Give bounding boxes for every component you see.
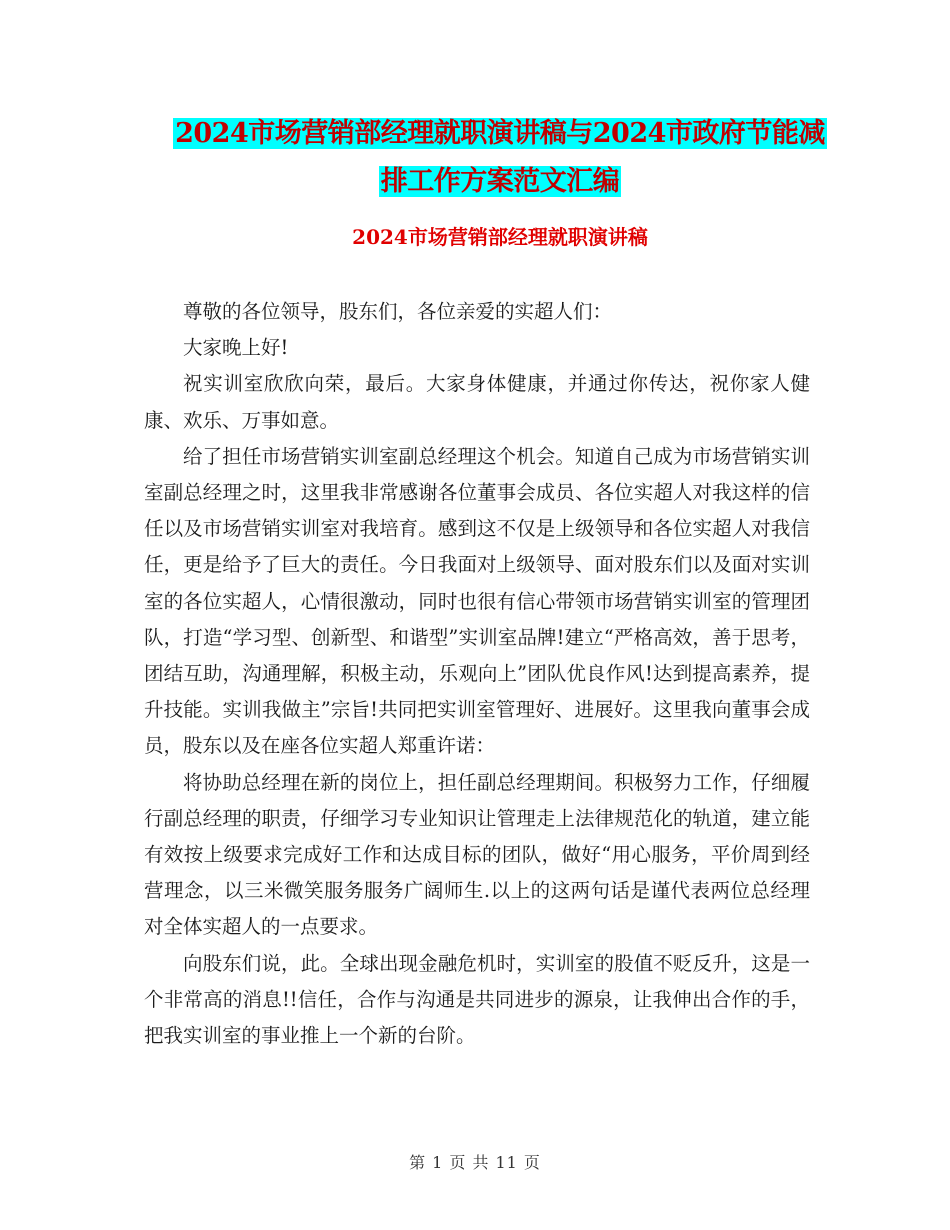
page-mid: 页 共 <box>449 1153 490 1172</box>
paragraph-salutation: 尊敬的各位领导，股东们，各位亲爱的实超人们： <box>183 300 613 323</box>
paragraph: 向股东们说，此。全球出现金融危机时，实训室的股值不贬反升，这是一个非常高的消息!!信任，合作与沟通是共同进步的源泉，让我伸出合作的手，把我实训室的事业推上一个新的台阶。 <box>144 951 810 1048</box>
document-body <box>144 294 810 1054</box>
paragraph: 将协助总经理在新的岗位上，担任副总经理期间。积极努力工作，仔细履行副总经理的职责，仔细学习专业知识让管理走上法律规范化的轨道，建立能有效按上级要求完成好工作和达成目标的团队，做好“用心服务，平价周到经营理念，以三米微笑服务服务广阔师生.以上的这两句话是谨代表两位总经理对全体实超人的一点要求。 <box>144 770 810 939</box>
page-footer <box>0 1150 950 1173</box>
page-suffix: 页 <box>523 1153 541 1172</box>
page-number: 1 <box>432 1153 444 1172</box>
page-total: 11 <box>495 1153 518 1172</box>
document-title-line-1: 2024市场营销部经理就职演讲稿与2024市政府节能减 <box>175 118 825 149</box>
document-title-line-2: 排工作方案范文汇编 <box>380 166 620 197</box>
paragraph: 祝实训室欣欣向荣，最后。大家身体健康，并通过你传达，祝你家人健康、欢乐、万事如意。 <box>144 372 810 432</box>
section-title: 2024市场营销部经理就职演讲稿 <box>352 225 648 249</box>
document-title <box>150 110 850 206</box>
paragraph-greeting: 大家晚上好! <box>183 336 289 360</box>
paragraph: 给了担任市场营销实训室副总经理这个机会。知道自己成为市场营销实训室副总经理之时，这里我非常感谢各位董事会成员、各位实超人对我这样的信任以及市场营销实训室对我培育。感到这不仅是上级领导和各位实超人对我信任，更是给予了巨大的责任。今日我面对上级领导、面对股东们以及面对实训室的各位实超人，心情很激动，同时也很有信心带领市场营销实训室的管理团队，打造“学习型、创新型、和谐型”实训室品牌!建立“严格高效，善于思考，团结互助，沟通理解，积极主动，乐观向上”团队优良作风!达到提高素养，提升技能。实训我做主”宗旨!共同把实训室管理好、进展好。这里我向董事会成员，股东以及在座各位实超人郑重许诺： <box>144 444 810 758</box>
page-prefix: 第 <box>409 1153 427 1172</box>
